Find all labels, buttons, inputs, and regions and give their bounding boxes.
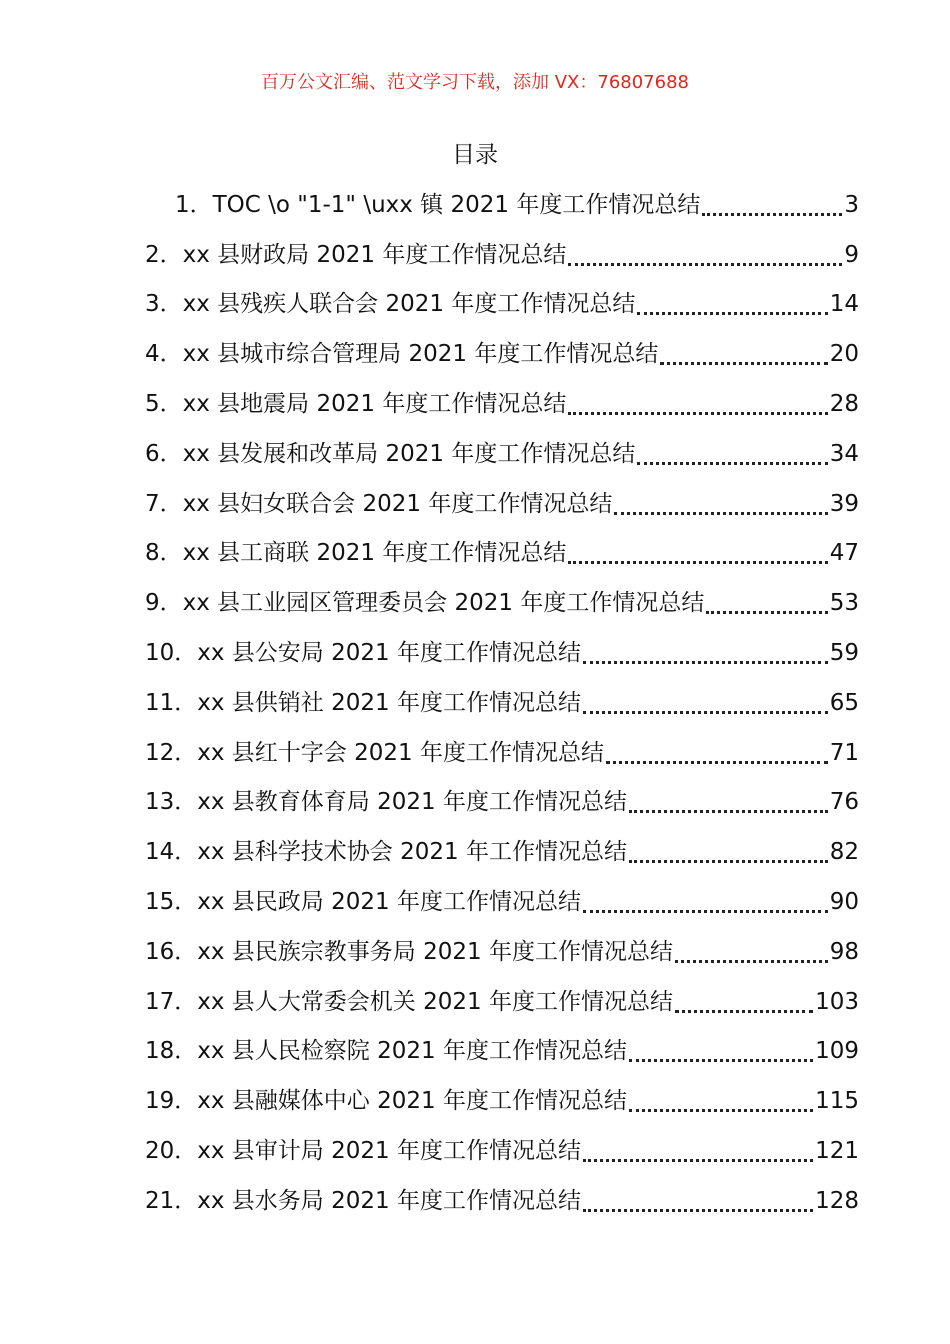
toc-leader-dots [675,956,828,963]
toc-leader-dots [675,1006,813,1013]
toc-entry-page-number: 90 [829,889,859,916]
toc-entry[interactable] [145,1126,859,1176]
toc-entry-page-number: 128 [815,1187,859,1214]
toc-entry-page-number: 3 [844,191,859,218]
toc-entry-label: 20．xx 县审计局 2021 年度工作情况总结 [145,1138,581,1165]
toc-entry-label: 18．xx 县人民检察院 2021 年度工作情况总结 [145,1038,627,1065]
toc-leader-dots [660,358,827,365]
toc-entry-page-number: 109 [815,1038,859,1065]
toc-leader-dots [629,1055,813,1062]
toc-entry[interactable] [145,827,859,877]
toc-entry-page-number: 82 [829,839,859,866]
toc-entry-page-number: 71 [829,739,859,766]
toc-entry-page-number: 28 [829,391,859,418]
toc-entry-page-number: 65 [829,689,859,716]
toc-entry-label: 6．xx 县发展和改革局 2021 年度工作情况总结 [145,440,636,467]
toc-entry[interactable] [145,529,859,579]
toc-leader-dots [614,508,827,515]
toc-entry-label: 7．xx 县妇女联合会 2021 年度工作情况总结 [145,490,613,517]
toc-entry[interactable] [145,778,859,828]
toc-entry-label: 5．xx 县地震局 2021 年度工作情况总结 [145,391,567,418]
toc-leader-dots [583,906,828,913]
toc-entry-label: 10．xx 县公安局 2021 年度工作情况总结 [145,640,581,667]
toc-entry-label: 11．xx 县供销社 2021 年度工作情况总结 [145,689,581,716]
toc-entry[interactable] [145,877,859,927]
toc-entry-page-number: 59 [829,640,859,667]
toc-entry[interactable] [145,1176,859,1226]
toc-entry[interactable] [145,628,859,678]
toc-leader-dots [583,1155,813,1162]
toc-entry[interactable] [145,379,859,429]
toc-entry[interactable] [145,1076,859,1126]
toc-entry-label: 9．xx 县工业园区管理委员会 2021 年度工作情况总结 [145,590,705,617]
toc-leader-dots [568,557,827,564]
toc-entry-page-number: 115 [815,1088,859,1115]
toc-entry-label: 16．xx 县民族宗教事务局 2021 年度工作情况总结 [145,938,673,965]
toc-leader-dots [637,458,827,465]
toc-entry[interactable] [145,429,859,479]
toc-leader-dots [702,209,842,216]
toc-entry[interactable] [145,180,859,230]
toc-entry-page-number: 9 [844,241,859,268]
toc-entry-label: 4．xx 县城市综合管理局 2021 年度工作情况总结 [145,341,659,368]
toc-entry-label: 1．TOC \o "1-1" \uxx 镇 2021 年度工作情况总结 [175,191,701,218]
toc-entry[interactable] [145,977,859,1027]
toc-entry-page-number: 121 [815,1138,859,1165]
toc-entry-page-number: 76 [829,789,859,816]
toc-leader-dots [583,707,828,714]
table-of-contents [145,180,859,1226]
toc-leader-dots [568,408,827,415]
toc-entry-label: 15．xx 县民政局 2021 年度工作情况总结 [145,889,581,916]
toc-entry-page-number: 34 [829,440,859,467]
toc-leader-dots [568,259,842,266]
toc-leader-dots [706,607,827,614]
toc-entry-label: 2．xx 县财政局 2021 年度工作情况总结 [145,241,567,268]
toc-entry-label: 21．xx 县水务局 2021 年度工作情况总结 [145,1187,581,1214]
toc-entry[interactable] [145,329,859,379]
page-title: 目录 [452,142,498,168]
toc-leader-dots [629,806,828,813]
header-notice: 百万公文汇编、范文学习下载，添加 VX：76807688 [261,72,689,93]
toc-entry-label: 14．xx 县科学技术协会 2021 年工作情况总结 [145,839,627,866]
toc-entry-page-number: 53 [829,590,859,617]
toc-entry-label: 19．xx 县融媒体中心 2021 年度工作情况总结 [145,1088,627,1115]
toc-entry-label: 3．xx 县残疾人联合会 2021 年度工作情况总结 [145,291,636,318]
toc-leader-dots [583,1205,813,1212]
toc-entry-label: 8．xx 县工商联 2021 年度工作情况总结 [145,540,567,567]
toc-entry-label: 12．xx 县红十字会 2021 年度工作情况总结 [145,739,604,766]
toc-leader-dots [629,856,828,863]
toc-entry[interactable] [145,1027,859,1077]
toc-entry-label: 17．xx 县人大常委会机关 2021 年度工作情况总结 [145,988,673,1015]
toc-entry-page-number: 98 [829,938,859,965]
toc-entry[interactable] [145,728,859,778]
toc-entry[interactable] [145,578,859,628]
toc-entry[interactable] [145,927,859,977]
toc-leader-dots [637,308,827,315]
toc-entry-page-number: 103 [815,988,859,1015]
toc-entry[interactable] [145,280,859,330]
toc-entry[interactable] [145,230,859,280]
toc-entry-page-number: 47 [829,540,859,567]
toc-entry[interactable] [145,678,859,728]
toc-entry[interactable] [145,479,859,529]
toc-entry-page-number: 20 [829,341,859,368]
toc-entry-page-number: 14 [829,291,859,318]
toc-leader-dots [629,1105,813,1112]
toc-entry-page-number: 39 [829,490,859,517]
toc-entry-label: 13．xx 县教育体育局 2021 年度工作情况总结 [145,789,627,816]
toc-leader-dots [606,757,828,764]
toc-leader-dots [583,657,828,664]
